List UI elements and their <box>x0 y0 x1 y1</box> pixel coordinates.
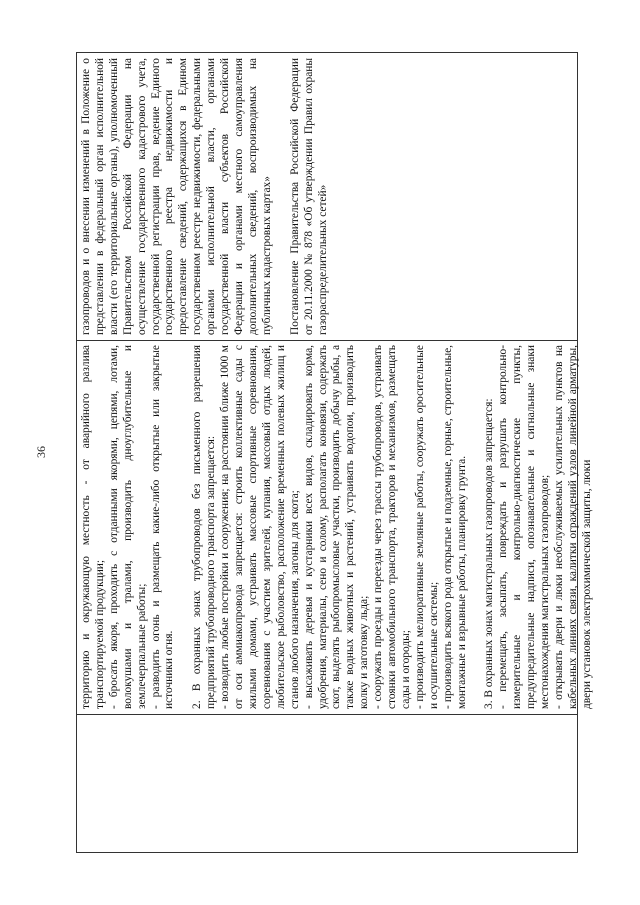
paragraph: - сооружать проезды и переезды через трассы трубопроводов, устраивать стоянки автомобильного транспорта, тракторов и механизмов, размещать сады и огороды; <box>372 345 412 709</box>
legal-references-text <box>77 53 577 340</box>
table-cell-middle <box>77 341 593 715</box>
document-table <box>76 52 593 853</box>
spacer <box>275 58 289 335</box>
paragraph: - высаживать деревья и кустарники всех видов, складировать корма, удобрения, материалы, сено и солому, располагать коновязи, содержать скот, выделять рыбопромысловые участки, производить добычу рыбы, а также водных животных и растений, устраивать водопои, производить колку и заготовку льда; <box>302 345 371 709</box>
table-row <box>77 53 578 853</box>
table-cell-right <box>77 53 578 341</box>
paragraph: 3. В охранных зонах магистральных газопроводов запрещается: <box>483 398 496 709</box>
paragraph: 2. В охранных зонах трубопроводов без письменного разрешения предприятий трубопроводного транспорта запрещается: <box>191 345 218 709</box>
paragraph: - бросать якоря, проходить с отданными якорями, цепями, лотами, волокушами и тралами, производить дноуглубительные и землечерпальные работы; <box>107 345 148 709</box>
paragraph: - возводить любые постройки и сооружения; на расстоянии ближе 1000 м от оси аммиакопровода запрещается: строить коллективные сады с жилыми домами, устраивать массовые спортивные соревнования, соревнования с участием зрителей, купания, массовый отдых людей, любительское рыболовство, расположение временных полевых жилищ и станов любого назначения, загоны для скота; <box>219 345 301 709</box>
table-cell-left <box>77 715 578 853</box>
paragraph: - производить всякого рода открытые и подземные, горные, строительные, монтажные и взрывные работы, планировку грунта. <box>441 345 468 709</box>
paragraph: газопроводов и о внесении изменений в Положение о представлении в федеральный орган исполнительной власти (его территориальные органы), уполномоченный Правительством Российской Федерации на осуществление государственного кадастрового учета, государственной регистрации прав, ведение Единого государственного реестра недвижимости и предоставление сведений, содержащихся в Едином государственном реестре недвижимости, федеральными органами исполнительной власти, органами государственной власти субъектов Российской Федерации и органами местного самоуправления дополнительных сведений, воспроизводимых на публичных кадастровых картах» <box>80 58 273 335</box>
paragraph: территорию и окружающую местность - от аварийного разлива транспортируемой продукции; <box>80 345 106 709</box>
paragraph: Постановление Правительства Российской Федерации от 20.11.2000 № 878 «Об утверждении Правил охраны газораспределительных сетей» <box>288 58 329 335</box>
restrictions-text <box>77 341 593 714</box>
spacer <box>177 345 191 709</box>
spacer <box>469 345 483 709</box>
paragraph: - открывать двери и люки необслуживаемых усилительных пунктов на кабельных линиях связи, калитки ограждений узлов линейной арматуры, двери установок электрохимической защиты, люки <box>553 345 593 709</box>
paragraph: - перемещать, засыпать, повреждать и разрушать контрольно-измерительные и контрольно-диагностические пункты, предупредительные надписи, опознавательные и сигнальные знаки местонахождения магистральных газопроводов; <box>497 345 552 709</box>
page-number: 36 <box>34 446 48 458</box>
rotated-page-content <box>76 53 593 853</box>
paragraph: - разводить огонь и размещать какие-либо открытые или закрытые источники огня. <box>149 345 176 709</box>
paragraph: - производить мелиоративные земляные работы, сооружать оросительные и осушительные системы; <box>413 345 440 709</box>
empty-cell <box>77 715 577 852</box>
